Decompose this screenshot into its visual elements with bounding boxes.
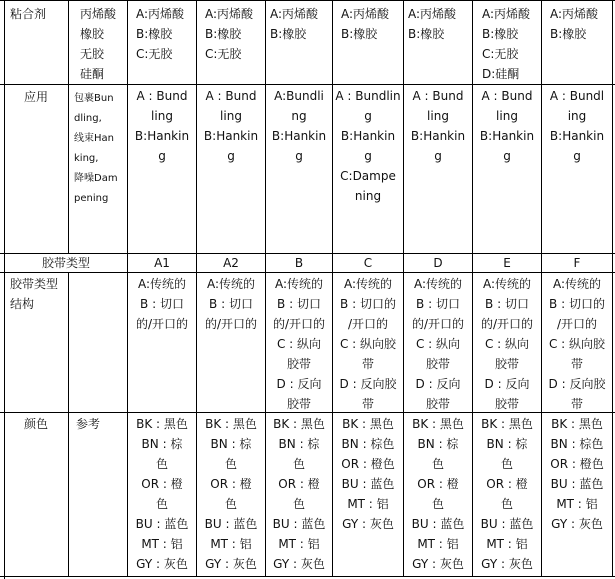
structure-cell-c: A:传统的 B : 切口的 /开口的 C : 纵向胶 带 D : 反向胶 带 — [339, 277, 397, 410]
adhesive-label: 粘合剂 — [10, 7, 47, 21]
color-cell-d: BK : 黑色 BN : 棕 色 OR : 橙 色 BU : 蓝色 MT : 铝 GY : 灰色 — [411, 417, 465, 571]
structure-cell-e: A:传统的 B : 切口 的/开口的 C : 纵向 胶带 D : 反向 胶带 — [480, 277, 534, 410]
tape-type-a2: A2 — [223, 256, 239, 270]
adhesive-cell-b: A:丙烯酸 B:橡胶 — [270, 7, 319, 41]
color-label: 颜色 — [24, 417, 49, 431]
tape-type-c: C — [363, 256, 373, 270]
color-sub: 参考 — [76, 417, 101, 431]
application-cell-e: A : Bund ling B:Hankin g — [479, 89, 535, 163]
adhesive-cell-c: A:丙烯酸 B:橡胶 — [341, 7, 390, 41]
structure-cell-b: A:传统的 B : 切口 的/开口的 C : 纵向 胶带 D : 反向 胶带 — [272, 277, 326, 410]
application-sub: 包裹Bun dling, 线束Han king, 降噪Dam pening — [74, 93, 118, 204]
adhesive-cell-f: A:丙烯酸 B:橡胶 — [550, 7, 599, 41]
application-cell-b: A:Bundli ng B:Hankin g — [271, 89, 327, 163]
structure-cell-a2: A:传统的 B : 切口 的/开口的 — [204, 277, 258, 331]
application-label: 应用 — [24, 90, 49, 104]
tape-type-a1: A1 — [154, 256, 170, 270]
color-cell-a1: BK : 黑色 BN : 棕 色 OR : 橙 色 BU : 蓝色 MT : 铝 GY : 灰色 — [135, 417, 189, 571]
color-cell-c: BK : 黑色 BN : 棕色 OR : 橙色 BU : 蓝色 MT : 铝 GY : 灰色 — [341, 417, 395, 531]
structure-cell-f: A:传统的 B : 切口的 /开口的 C : 纵向胶 带 D : 反向胶 带 — [548, 277, 606, 410]
adhesive-cell-a1: A:丙烯酸 B:橡胶 C:无胶 — [136, 7, 185, 61]
tape-type-label: 胶带类型 — [42, 256, 91, 270]
adhesive-cell-d: A:丙烯酸 B:橡胶 — [408, 7, 457, 41]
color-cell-f: BK : 黑色 BN : 棕色 OR : 橙色 BU : 蓝色 MT : 铝 GY : 灰色 — [550, 417, 604, 531]
color-cell-e: BK : 黑色 BN : 棕 色 OR : 橙 色 BU : 蓝色 MT : 铝 GY : 灰色 — [480, 417, 534, 571]
color-cell-b: BK : 黑色 BN : 棕 色 OR : 橙 色 BU : 蓝色 MT : 铝 GY : 灰色 — [272, 417, 326, 571]
adhesive-cell-e: A:丙烯酸 B:橡胶 C:无胶 D:硅酮 — [482, 7, 531, 81]
structure-cell-d: A:传统的 B : 切口 的/开口的 C : 纵向 胶带 D : 反向 胶带 — [411, 277, 465, 410]
structure-cell-a1: A:传统的 B : 切口 的/开口的 — [135, 277, 189, 331]
adhesive-sub: 丙烯酸 橡胶 无胶 硅酮 — [80, 7, 117, 81]
tape-type-b: B — [294, 256, 304, 270]
application-cell-c: A : Bundlin g B:Hankin g C:Dampe ning — [335, 89, 401, 203]
rule-right — [612, 0, 613, 577]
tape-type-f: F — [573, 256, 581, 270]
rule-after-structure — [0, 412, 615, 413]
application-cell-a1: A : Bund ling B:Hankin g — [134, 89, 190, 163]
structure-label: 胶带类型 结构 — [10, 277, 59, 311]
tape-type-d: D — [433, 256, 443, 270]
rule-bottom — [0, 576, 615, 577]
rule-col1 — [68, 0, 69, 254]
color-cell-a2: BK : 黑色 BN : 棕 色 OR : 橙 色 BU : 蓝色 MT : 铝 GY : 灰色 — [204, 417, 258, 571]
adhesive-cell-a2: A:丙烯酸 B:橡胶 C:无胶 — [205, 7, 254, 61]
rule-top — [0, 0, 615, 1]
rule-after-adhesive — [0, 84, 615, 85]
application-cell-a2: A : Bund ling B:Hankin g — [203, 89, 259, 163]
application-cell-f: A : Bundl ing B:Hankin g — [549, 89, 605, 163]
rule-left — [4, 0, 5, 579]
application-cell-d: A : Bund ling B:Hankin g — [410, 89, 466, 163]
rule-col1-lower — [68, 273, 69, 577]
tape-type-e: E — [503, 256, 511, 270]
